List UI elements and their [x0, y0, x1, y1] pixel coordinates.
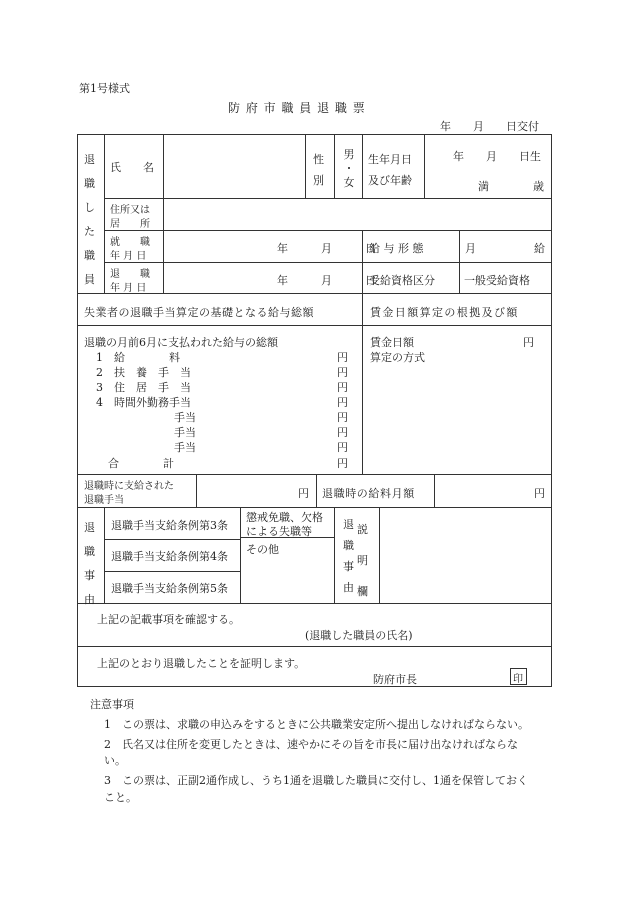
monthly-salary-unit: 円	[534, 487, 545, 500]
gender-label-2: 別	[313, 174, 324, 187]
note-item: 1 この票は、求職の申込みをするときに公共職業安定所へ提出しなければならない。	[104, 718, 529, 731]
eligibility-value: 一般受給資格	[464, 274, 530, 287]
reason-disciplinary-2: による失職等	[246, 525, 312, 538]
monthly-salary-label: 退職時の給料月額	[322, 487, 415, 500]
reason-other: その他	[246, 543, 279, 556]
name-label: 氏 名	[110, 161, 154, 174]
reason-side-label: 退 職 事 由	[84, 521, 95, 606]
salary-total-label: 合 計	[108, 457, 174, 470]
daily-wage-label: 賃金日額	[370, 336, 414, 349]
mayor-label: 防府市長	[373, 673, 417, 686]
paid-at-retire-label-1: 退職時に支給された	[84, 481, 174, 492]
reason-item-article-5: 退職手当支給条例第5条	[111, 582, 228, 595]
note-item: い。	[104, 754, 126, 767]
explanation-label-right: 説 明 欄	[357, 523, 368, 598]
salary-total-unit: 円	[337, 457, 348, 470]
eligibility-label: 受給資格区分	[369, 274, 435, 287]
salary-item-unit: 円	[337, 426, 348, 439]
paid-at-retire-unit: 円	[298, 487, 309, 500]
hire-label-1: 就 職	[110, 237, 150, 248]
notes-title: 注意事項	[90, 698, 134, 711]
seal-text: 印	[513, 674, 523, 685]
salary-item-unit: 円	[337, 381, 348, 394]
reason-disciplinary-1: 懲戒免職、欠格	[246, 511, 323, 524]
daily-wage-unit: 円	[523, 336, 534, 349]
reason-item-article-3: 退職手当支給条例第3条	[111, 519, 228, 532]
daily-wage-method: 算定の方式	[370, 351, 425, 364]
hire-label-2: 年 月 日	[110, 251, 147, 262]
gender-label-1: 性	[313, 153, 324, 166]
salary-item-label: 3 住 居 手 当	[96, 381, 191, 394]
hire-value: 年 月 日	[277, 242, 376, 255]
salary-section-title: 退職の月前6月に支払われた給与の総額	[84, 336, 278, 349]
total-basis-header: 失業者の退職手当算定の基礎となる給与総額	[84, 306, 314, 319]
paid-at-retire-label-2: 退職手当	[84, 495, 124, 506]
explanation-label-left: 退 職 事 由	[343, 518, 354, 594]
confirm-text: 上記の記載事項を確認する。	[97, 613, 240, 626]
salary-item-label: 1 給 料	[96, 351, 180, 364]
retire-value: 年 月 日	[277, 274, 376, 287]
certify-text: 上記のとおり退職したことを証明します。	[97, 657, 306, 670]
salary-item-unit: 円	[337, 441, 348, 454]
address-label-1: 住所又は	[110, 205, 150, 216]
address-label-2: 居 所	[110, 219, 150, 230]
gender-options: 男 ・ 女	[343, 148, 355, 189]
salary-item-unit: 円	[337, 351, 348, 364]
reason-item-article-4: 退職手当支給条例第4条	[111, 550, 228, 563]
seal-box	[510, 668, 527, 685]
salary-item-label: 手当	[174, 411, 196, 424]
salary-item-label: 手当	[174, 426, 196, 439]
note-item: 2 氏名又は住所を変更したときは、速やかにその旨を市長に届け出なければならな	[104, 738, 518, 751]
salary-item-unit: 円	[337, 366, 348, 379]
confirm-name: (退職した職員の氏名)	[305, 629, 413, 642]
birth-label-1: 生年月日	[368, 153, 412, 166]
retire-label-2: 年 月 日	[110, 283, 147, 294]
salary-item-unit: 円	[337, 396, 348, 409]
page-title: 防 府 市 職 員 退 職 票	[228, 101, 366, 115]
note-item: 3 この票は、正副2通作成し、うち1通を退職した職員に交付し、1通を保管しておく	[104, 774, 528, 787]
daily-basis-header: 賃金日額算定の根拠及び額	[370, 306, 519, 319]
salary-item-label: 2 扶 養 手 当	[96, 366, 191, 379]
age-value: 満 歳	[478, 180, 544, 193]
issue-date: 年 月 日交付	[440, 120, 539, 133]
side-label-retired: 退 職 し た 職 員	[84, 153, 95, 286]
birth-label-2: 及び年齢	[368, 174, 412, 187]
salary-item-label: 手当	[174, 441, 196, 454]
pay-form-label: 給 与 形 態	[369, 242, 424, 255]
pay-form-value-1: 月	[465, 242, 476, 255]
note-item: こと。	[104, 791, 137, 804]
pay-form-value-2: 給	[534, 242, 545, 255]
form-number: 第1号様式	[79, 82, 130, 95]
birth-value: 年 月 日生	[453, 150, 541, 163]
salary-item-label: 4 時間外勤務手当	[96, 396, 191, 409]
retire-label-1: 退 職	[110, 269, 150, 280]
salary-item-unit: 円	[337, 411, 348, 424]
